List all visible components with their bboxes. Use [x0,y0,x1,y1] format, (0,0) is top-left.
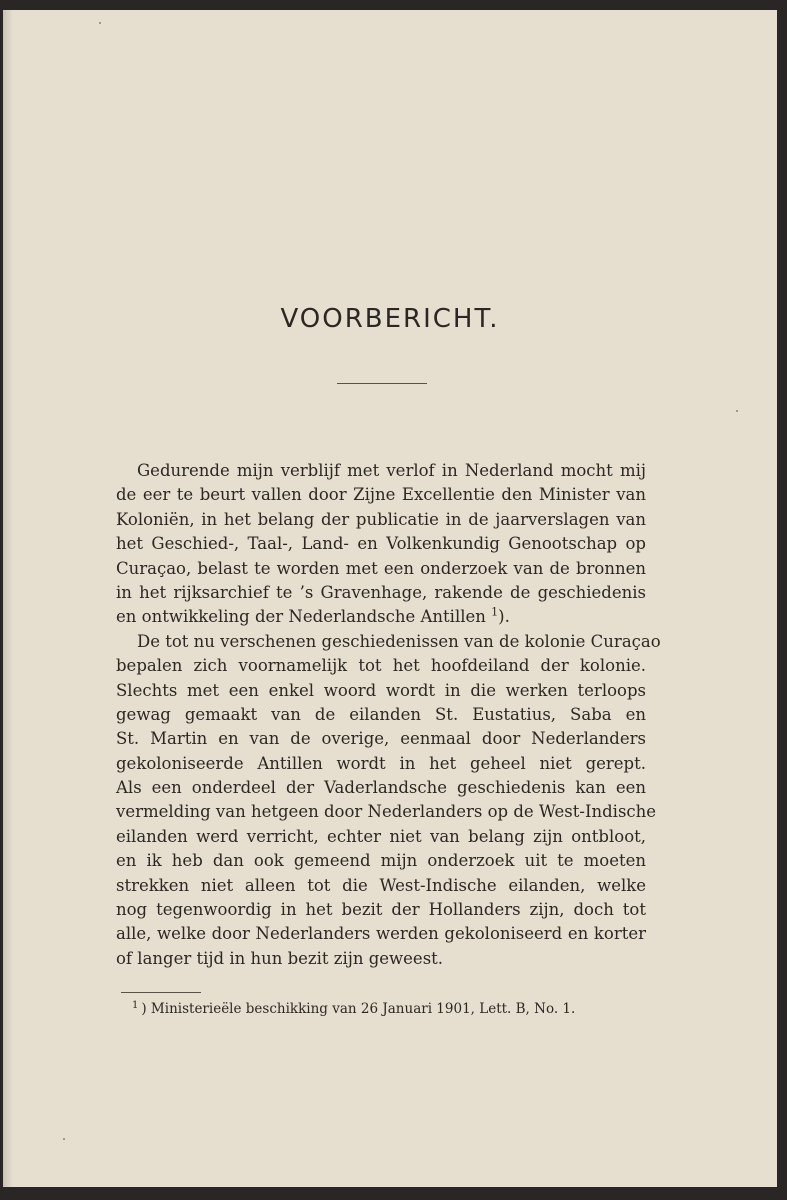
text-line-last [116,605,646,629]
text-line: vermelding van hetgeen door Nederlanders op de West-Indische [116,802,657,822]
text-line: gewag gemaakt van de eilanden St. Eustatius, Saba en [116,704,646,724]
paragraph-1 [116,459,646,630]
text-line: strekken niet alleen tot die West-Indische eilanden, welke [116,875,646,895]
text-line: nog tegenwoordig in het bezit der Hollanders zijn, doch tot [116,900,646,920]
document-page [3,10,777,1187]
text-line: bepalen zich voornamelijk tot het hoofdeiland der kolonie. [116,656,646,676]
text-line: Gedurende mijn verblijf met verlof in Nederland mocht mij [137,461,646,480]
paper-speck [63,1138,65,1140]
text-line: alle, welke door Nederlanders werden gekoloniseerd en korter [116,924,646,944]
footnote [132,999,652,1019]
footnote-text: ) Ministerieële beschikking van 26 Januari 1901, Lett. B, No. 1. [141,1001,576,1017]
paragraph-end: ). [498,607,510,627]
paragraph-2 [116,630,661,971]
body-text [116,459,661,971]
text-line: eilanden werd verricht, echter niet van belang zijn ontbloot, [116,826,646,846]
page-edge-shadow [3,10,13,1187]
text-line: in het rijksarchief te ’s Gravenhage, rakende de geschiedenis [116,582,646,602]
text-line: gekoloniseerde Antillen wordt in het geheel niet gerept. [116,753,646,773]
text-line: de eer te beurt vallen door Zijne Excellentie den Minister van [116,485,646,505]
text-line-content: en ontwikkeling der Nederlandsche Antillen [116,607,486,627]
text-line: Als een onderdeel der Vaderlandsche geschiedenis kan een [116,778,646,798]
paper-speck [99,22,101,24]
text-line: of langer tijd in hun bezit zijn geweest. [116,948,444,968]
text-line: De tot nu verschenen geschiedenissen van de kolonie Curaçao [137,631,661,651]
page-title: VOORBERICHT. [280,304,500,334]
text-line: Curaçao, belast te worden met een onderzoek van de bronnen [116,558,646,578]
footnote-divider [121,992,201,993]
footnote-number: 1 [132,999,139,1011]
text-line: het Geschied-, Taal-, Land- en Volkenkundig Genootschap op [116,534,646,554]
footnote-reference: 1 [491,605,499,619]
text-line: Slechts met een enkel woord wordt in die werken terloops [116,680,646,700]
text-line: en ik heb dan ook gemeend mijn onderzoek uit te moeten [116,851,646,871]
paper-speck [736,410,738,412]
text-line: St. Martin en van de overige, eenmaal door Nederlanders [116,729,646,749]
text-line: Koloniën, in het belang der publicatie in de jaarverslagen van [116,509,646,529]
title-divider [337,383,427,384]
